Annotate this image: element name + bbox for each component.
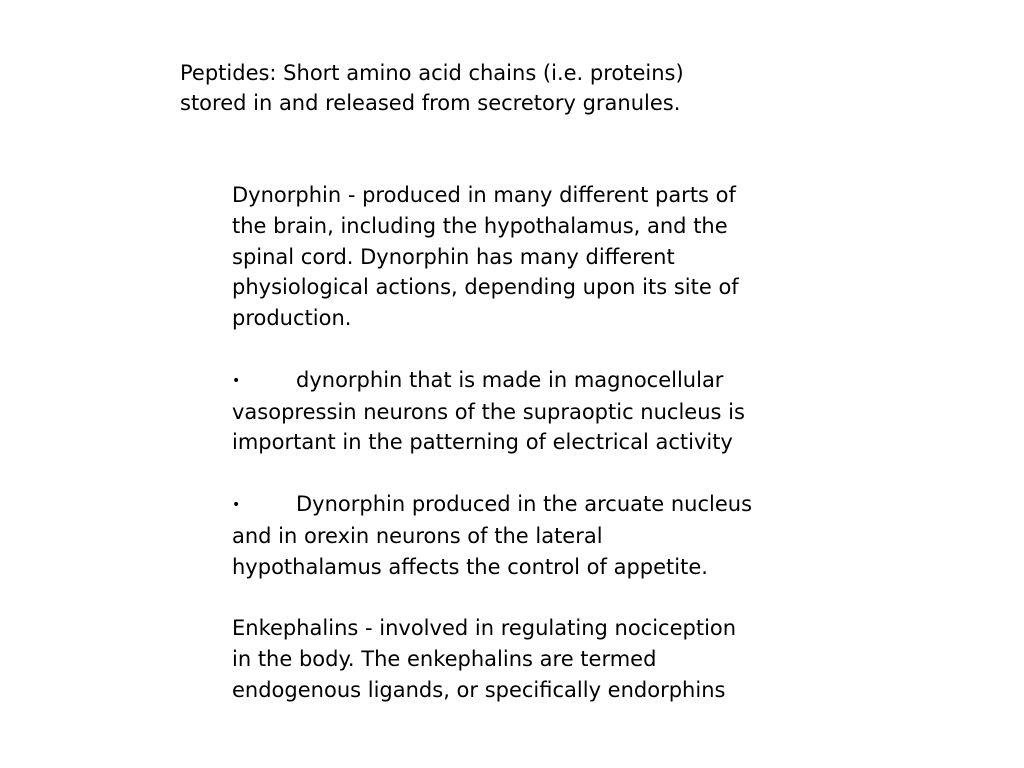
bullet-first-line <box>232 489 912 521</box>
bullet-line: and in orexin neurons of the lateral <box>232 523 603 548</box>
paragraph-line: spinal cord. Dynorphin has many different <box>232 244 675 269</box>
paragraph-line: production. <box>232 306 352 331</box>
paragraph-line: physiological actions, depending upon its site of <box>232 275 739 300</box>
bullet-item-arcuate <box>232 489 912 582</box>
slide-body <box>232 180 912 736</box>
heading-line: Peptides: Short amino acid chains (i.e. proteins) <box>180 61 684 85</box>
bullet-line: hypothalamus affects the control of appetite. <box>232 554 708 579</box>
bullet-first-line <box>232 365 912 397</box>
paragraph-line: Enkephalins - involved in regulating nociception <box>232 616 737 641</box>
paragraph-line: the brain, including the hypothalamus, and the <box>232 213 728 238</box>
bullet-icon: • <box>232 496 241 513</box>
bullet-line: important in the patterning of electrical activity <box>232 430 733 455</box>
bullet-text: dynorphin that is made in magnocellular <box>296 367 724 392</box>
bullet-icon: • <box>232 372 241 389</box>
bullet-item-magnocellular <box>232 365 912 458</box>
enkephalins-paragraph <box>232 613 912 705</box>
paragraph-line: endogenous ligands, or specifically endorphins <box>232 677 726 702</box>
paragraph-line: Dynorphin - produced in many different parts of <box>232 183 736 207</box>
paragraph-line: in the body. The enkephalins are termed <box>232 646 657 671</box>
heading-line: stored in and released from secretory granules. <box>180 91 681 115</box>
peptides-heading <box>180 58 880 118</box>
dynorphin-paragraph <box>232 180 912 334</box>
bullet-text: Dynorphin produced in the arcuate nucleus <box>296 491 753 516</box>
bullet-line: vasopressin neurons of the supraoptic nucleus is <box>232 399 745 424</box>
